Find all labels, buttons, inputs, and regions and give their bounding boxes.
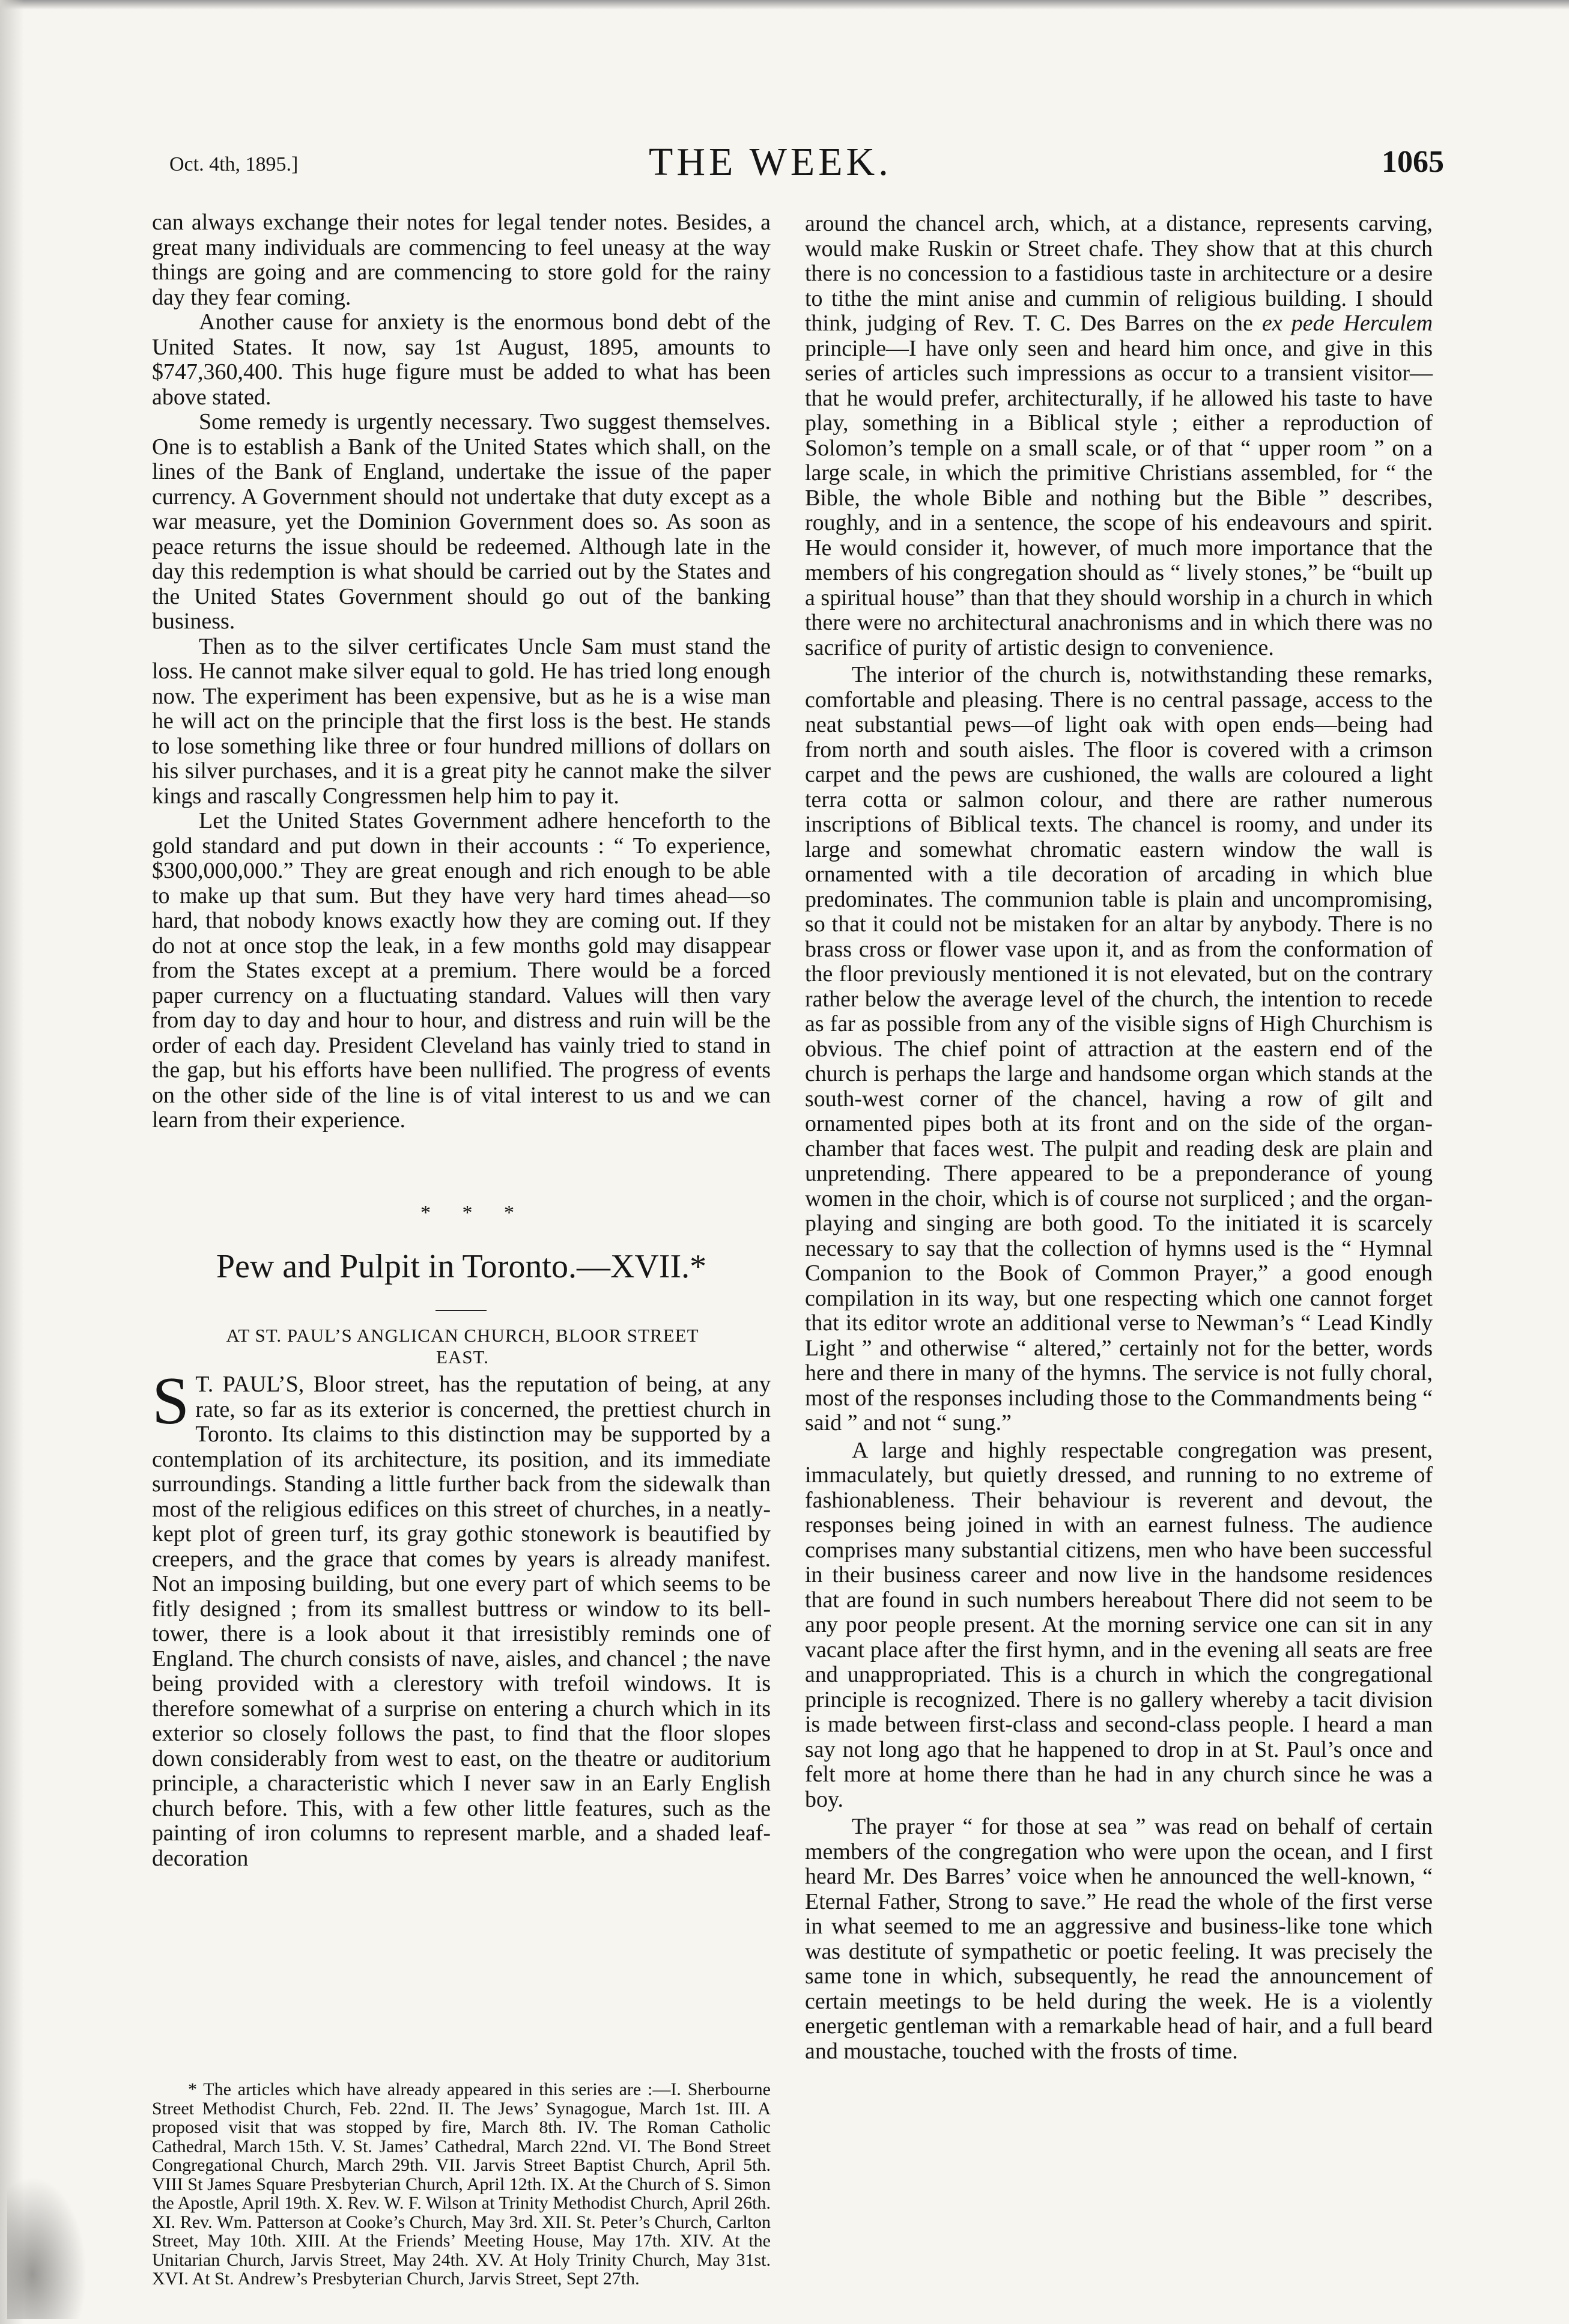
right-column-text xyxy=(805,211,1433,2064)
article-opening-text: T. PAUL’S, Bloor street, has the reputation of being, at any rate, so far as its exterior is concerned, the prettiest church in Toronto. Its claims to this distinction may be supported by a contemplation of its architecture, its position, and its immediate surroundings. Standing a little further back from the sidewalk than most of the religious edifices on this street of churches, in a neatly-kept plot of green turf, its gray gothic stonework is beautified by creepers, and the grace that comes by years is already manifest. Not an imposing building, but one every part of which seems to be fitly designed ; from its smallest buttress or window to its bell-tower, there is a look about it that irresistibly reminds one of England. The church consists of nave, aisles, and chancel ; the nave being provided with a clerestory with trefoil windows. It is therefore somewhat of a surprise on entering a church which in its exterior so closely follows the past, to find that the floor slopes down considerably from west to east, on the theatre or auditorium principle, a characteristic which I never saw in an Early English church before. This, with a few other little features, such as the painting of iron columns to represent marble, and a shaded leaf-decoration xyxy=(152,1372,771,1871)
scan-ink-blot xyxy=(7,2169,91,2319)
paragraph: The interior of the church is, notwithstanding these remarks, comfortable and pleasing. There is no central passage, access to the neat substantial pews—of light oak with open ends—being had from north and south aisles. The floor is covered with a crimson carpet and the pews are cushioned, the walls are coloured a light terra cotta or salmon colour, and there are rather numerous inscriptions of Biblical texts. The chancel is roomy, and under its large and somewhat chromatic eastern window the wall is ornamented with a tile decoration of arcading in which blue predominates. The communion table is plain and uncompromising, so that it could not be mistaken for an altar by anybody. There is no brass cross or flower vase upon it, and as from the conformation of the floor previously mentioned it is not elevated, but on the contrary rather below the average level of the church, the intention to recede as far as possible from any of the visible signs of High Churchism is obvious. The chief point of attraction at the eastern end of the church is perhaps the large and handsome organ which stands at the south-west corner of the chancel, having a row of gilt and ornamented pipes both at its front and on the side of the organ-chamber that faces west. The pulpit and reading desk are plain and unpretending. There appeared to be a preponderance of young women in the choir, which is of course not surpliced ; and the organ-playing and singing are both good. To the initiated it is scarcely necessary to say that the collection of hymns used is the “ Hymnal Companion to the Book of Common Prayer,” a good enough compilation in its way, but one respecting which one cannot forget that its editor wrote an additional verse to Newman’s “ Lead Kindly Light ” and otherwise “ altered,” certainly not for the better, words here and there in many of the hymns. The service is not fully choral, most of the responses including those to the Commandments being “ said ” and not “ sung.” xyxy=(805,662,1433,1435)
footnote xyxy=(152,2080,771,2289)
article-paragraph xyxy=(152,1364,771,1871)
paragraph: Some remedy is urgently necessary. Two suggest themselves. One is to establish a Bank of the United States which shall, on the lines of the Bank of England, undertake the issue of the paper currency. A Government should not undertake that duty except as a war measure, yet the Dominion Government does so. As soon as peace returns the issue should be redeemed. Although late in the day this redemption is what should be carried out by the States and the United States Government should go out of the banking business. xyxy=(152,409,771,634)
paragraph: Another cause for anxiety is the enormous bond debt of the United States. It now, say 1st August, 1895, amounts to $747,360,400. This huge figure must be added to what has been above stated. xyxy=(152,309,771,410)
paragraph-text: around the chancel arch, which, at a distance, represents carving, would make Ruskin or Street chafe. They show that at this church there is no concession to a fastidious taste in architecture or a desire to tithe the mint anise and cummin of religious building. I should think, judging of Rev. T. C. Des Barres on the xyxy=(805,211,1433,336)
paragraph: The prayer “ for those at sea ” was read on behalf of certain members of the congregation who were upon the ocean, and I first heard Mr. Des Barres’ voice when he announced the well-known, “ Eternal Father, Strong to save.” He read the whole of the first verse in what seemed to me an aggressive and business-like tone which was destitute of sympathetic or poetic feeling. It was precisely the same tone in which, subsequently, he read the announcement of certain meetings to be held during the week. He is a violently energetic gentleman with a remarkable head of hair, and a full beard and moustache, touched with the frosts of time. xyxy=(805,1814,1433,2064)
section-separator: * * * xyxy=(420,1202,527,1224)
scan-left-edge xyxy=(0,0,24,2324)
paragraph: A large and highly respectable congregation was present, immaculately, but quietly dressed, and running to no extreme of fashionableness. Their behaviour is reverent and devout, the responses being joined in with an earnest fulness. The audience comprises many substantial citizens, men who have been successful in their business career and now live in the handsome residences that are found in such numbers hereabout There did not seem to be any poor people present. At the morning service one can sit in any vacant place after the first hymn, and in the evening all seats are free and unappropriated. This is a church in which the congregational principle is recognized. There is no gallery whereby a tacit division is made between first-class and second-class people. I heard a man say not long ago that he happened to drop in at St. Paul’s once and felt more at home there than he had in any church since he was a boy. xyxy=(805,1437,1433,1812)
masthead-title: THE WEEK. xyxy=(649,140,892,184)
paragraph: Let the United States Government adhere henceforth to the gold standard and put down in their accounts : “ To experience, $300,000,000.” They are great enough and rich enough to be able to make up that sum. But they have very hard times ahead—so hard, that nobody knows exactly how they are coming out. If they do not at once stop the leak, in a few months gold may disappear from the States except at a premium. There would be a forced paper currency on a fluctuating standard. Values will then vary from day to day and hour to hour, and distress and ruin will be the order of each day. President Cleveland has vainly tried to stand in the gap, but his efforts have been nullified. The progress of events on the other side of the line is of vital interest to us and we can learn from their experience. xyxy=(152,808,771,1133)
footnote-text: * The articles which have already appeared in this series are :—I. Sherbourne Street Methodist Church, Feb. 22nd. II. The Jews’ Synagogue, March 1st. III. A proposed visit that was stopped by fire, March 8th. IV. The Roman Catholic Cathedral, March 15th. V. St. James’ Cathedral, March 22nd. VI. The Bond Street Congregational Church, March 29th. VII. Jarvis Street Baptist Church, April 5th. VIII St James Square Presbyterian Church, April 12th. IX. At the Church of S. Simon the Apostle, April 19th. X. Rev. W. F. Wilson at Trinity Methodist Church, April 26th. XI. Rev. Wm. Patterson at Cooke’s Church, May 3rd. XII. St. Peter’s Church, Carlton Street, May 10th. XIII. At the Friends’ Meeting House, May 17th. XIV. At the Unitarian Church, Jarvis Street, May 24th. XV. At Holy Trinity Church, May 31st. XVI. At St. Andrew’s Presbyterian Church, Jarvis Street, Sept 27th. xyxy=(152,2079,771,2289)
paragraph xyxy=(805,211,1433,660)
article-subtitle: AT ST. PAUL’S ANGLICAN CHURCH, BLOOR STREET EAST. xyxy=(226,1325,699,1367)
paragraph: can always exchange their notes for legal tender notes. Besides, a great many individuals are commencing to feel uneasy at the way things are going and are commencing to store gold for the rainy day they fear coming. xyxy=(152,210,771,310)
drop-cap: S xyxy=(152,1364,190,1438)
article-opening xyxy=(152,1364,771,1871)
issue-date: Oct. 4th, 1895.] xyxy=(169,153,299,175)
scan-top-edge xyxy=(0,0,1569,10)
article-title: Pew and Pulpit in Toronto.—XVII.* xyxy=(216,1248,707,1285)
latin-phrase: ex pede Herculem xyxy=(1262,311,1433,336)
page-number: 1065 xyxy=(1382,145,1444,179)
paragraph-text: principle—I have only seen and heard him once, and give in this series of articles such impressions as occur to a transient visitor—that he would prefer, architecturally, if he allowed his taste to have play, something in a Biblical style ; either a reproduction of Solomon’s temple on a small scale, or of that “ upper room ” on a large scale, in which the primitive Christians assembled, for “ the Bible, the whole Bible and nothing but the Bible ” describes, roughly, and in a sentence, the scope of his endeavours and spirit. He would consider it, however, of much more importance that the members of his congregation should as “ lively stones,” be “built up a spiritual house” than that they should worship in a church in which there were no architectural anachronisms and in which there was no sacrifice of purity of artistic design to convenience. xyxy=(805,335,1433,660)
left-column-text xyxy=(152,210,771,1133)
paragraph: Then as to the silver certificates Uncle Sam must stand the loss. He cannot make silver equal to gold. He has tried long enough now. The experiment has been expensive, but as he is a wise man he will act on the principle that the first loss is the best. He stands to lose something like three or four hundred millions of dollars on his silver purchases, and it is a great pity he cannot make the silver kings and rascally Congressmen help him to pay it. xyxy=(152,633,771,809)
title-rule xyxy=(435,1310,487,1311)
